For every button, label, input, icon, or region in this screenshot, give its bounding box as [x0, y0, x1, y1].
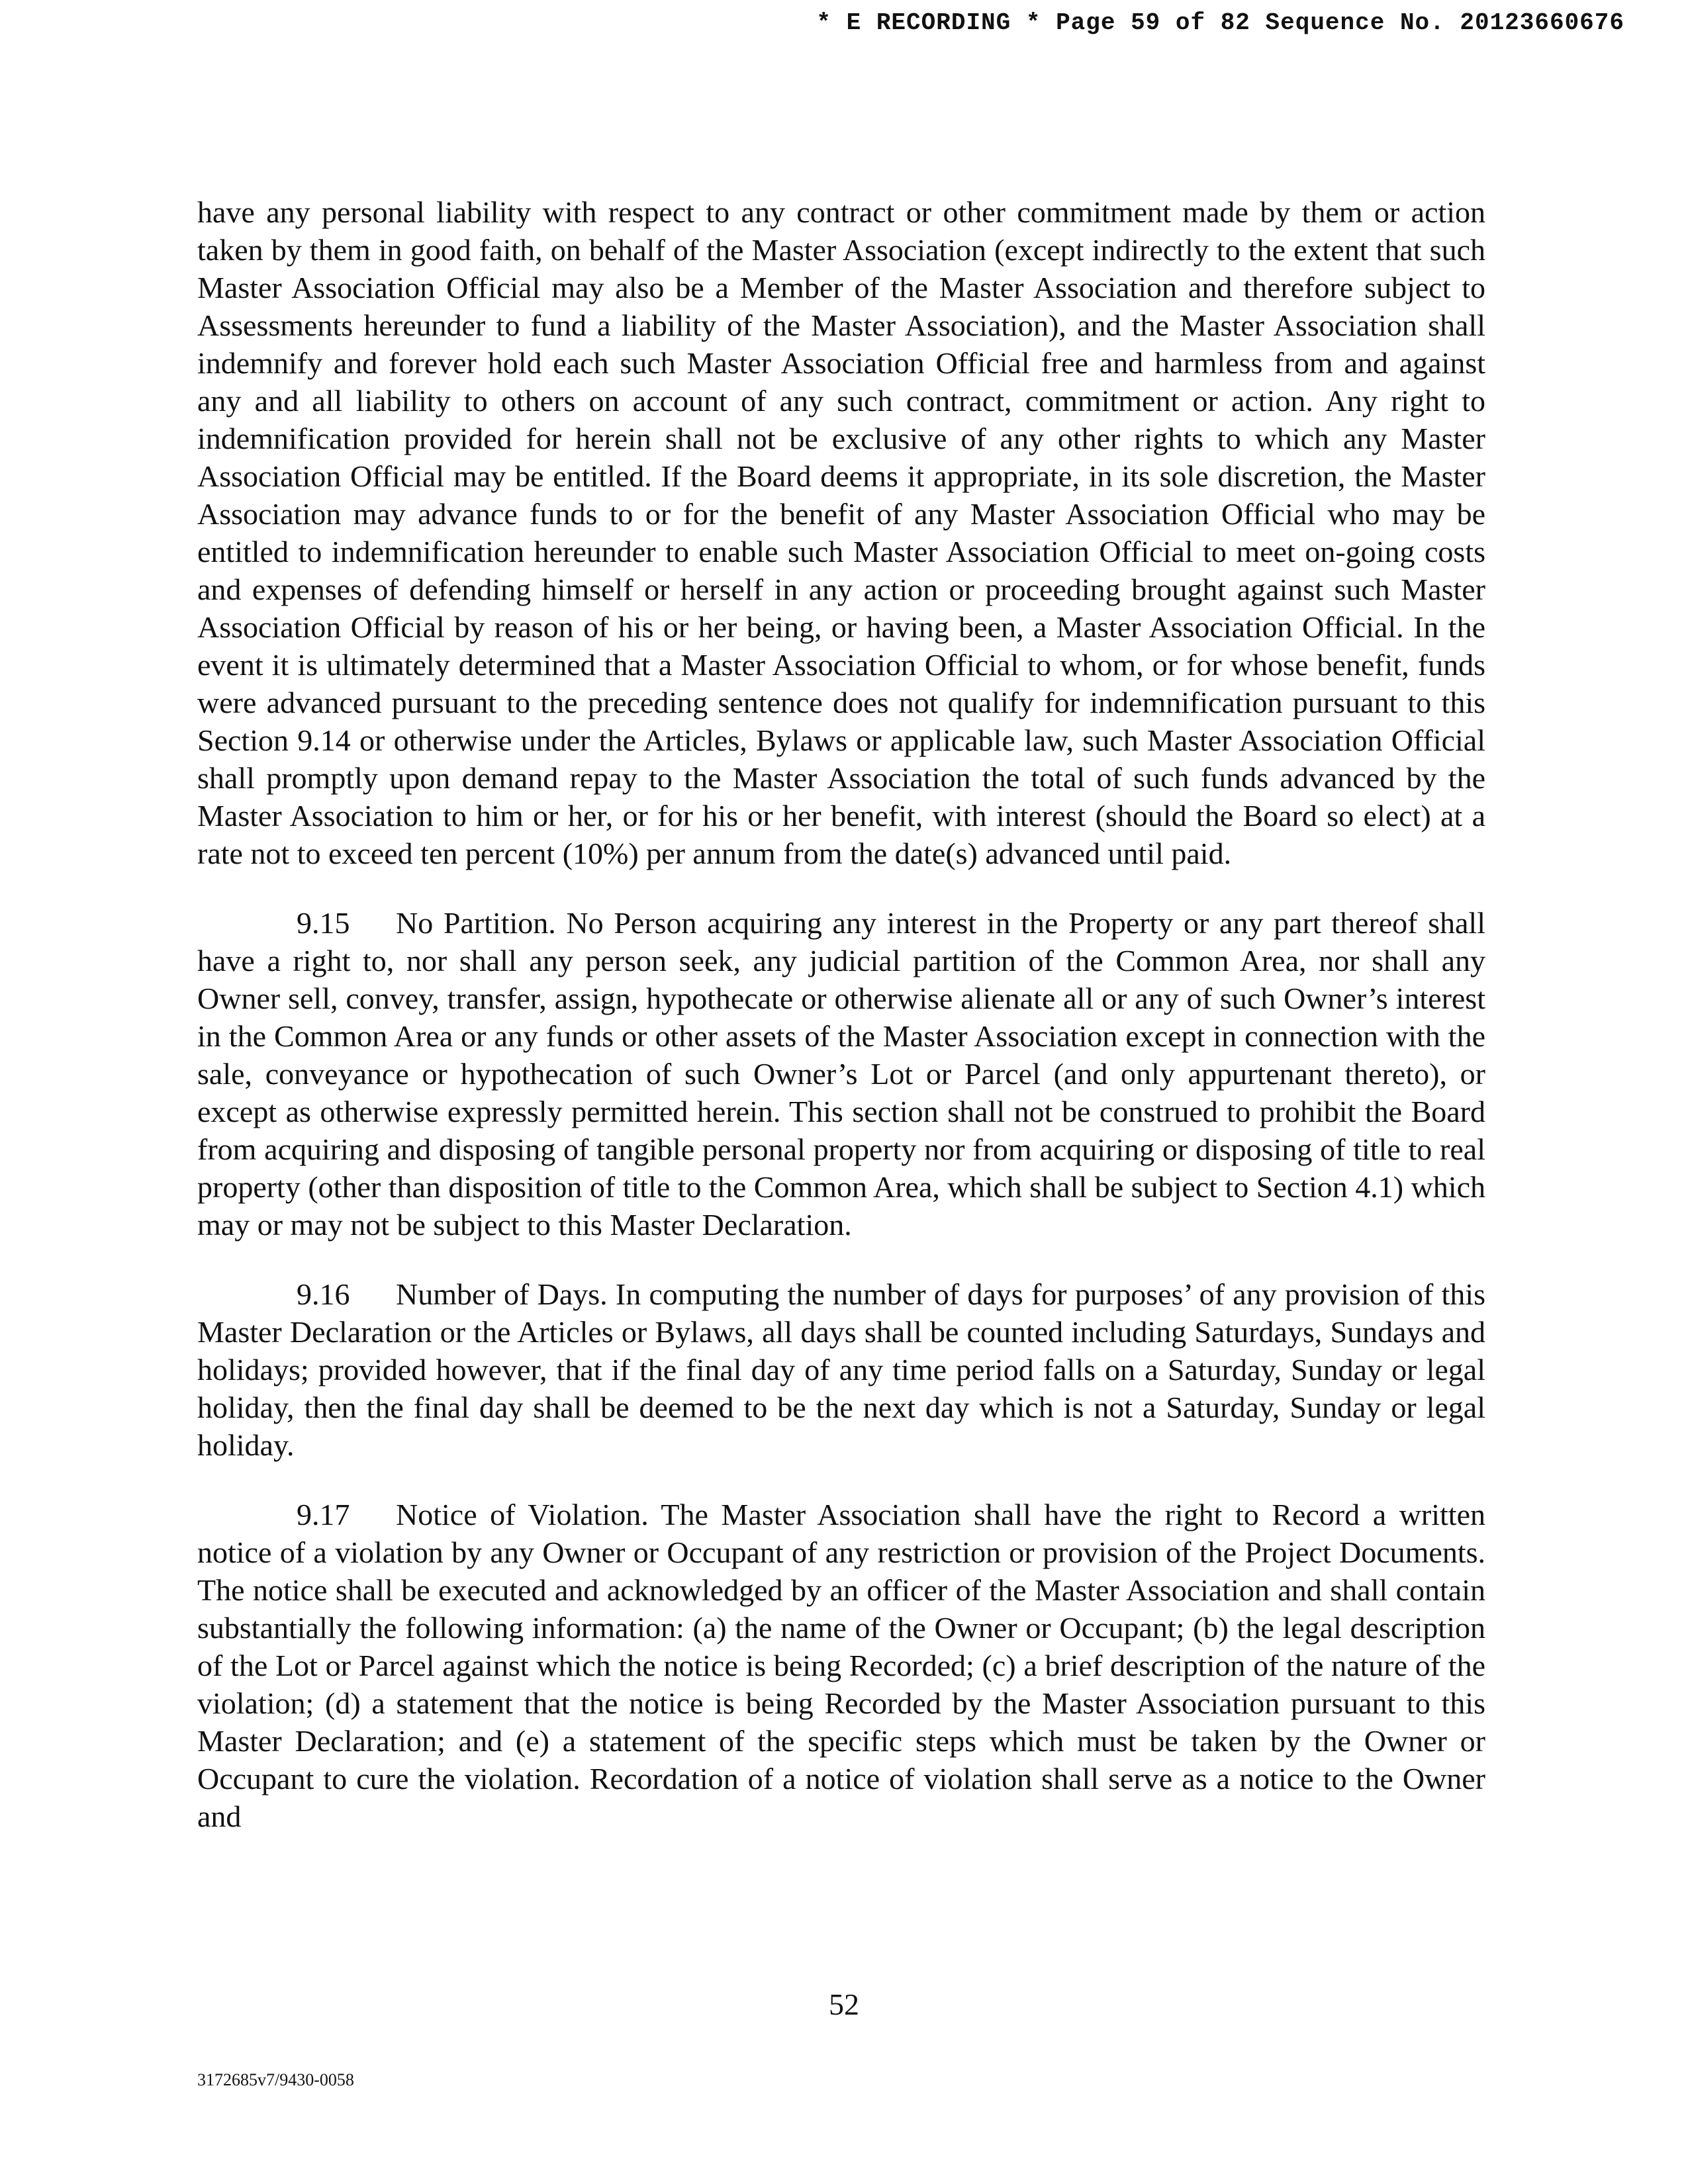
document-id: 3172685v7/9430-0058	[197, 2070, 354, 2089]
section-9-15	[197, 904, 1485, 1244]
section-9-17	[197, 1496, 1485, 1835]
document-body	[197, 193, 1485, 1867]
section-text: Notice of Violation. The Master Association shall have the right to Record a written notice of a violation by any Owner or Occupant of any restriction or provision of the Project Documents. The notice shall be executed and acknowledged by an officer of the Master Association and shall contain substantially the following information: (a) the name of the Owner or Occupant; (b) the legal description of the Lot or Parcel against which the notice is being Recorded; (c) a brief description of the nature of the violation; (d) a statement that the notice is being Recorded by the Master Association pursuant to this Master Declaration; and (e) a statement of the specific steps which must be taken by the Owner or Occupant to cure the violation. Recordation of a notice of violation shall serve as a notice to the Owner and	[197, 1498, 1485, 1833]
continuation-paragraph: have any personal liability with respect to any contract or other commitment made by them or action taken by them in good faith, on behalf of the Master Association (except indirectly to the extent that such Master Association Official may also be a Member of the Master Association and therefore subject to Assessments hereunder to fund a liability of the Master Association), and the Master Association shall indemnify and forever hold each such Master Association Official free and harmless from and against any and all liability to others on account of any such contract, commitment or action. Any right to indemnification provided for herein shall not be exclusive of any other rights to which any Master Association Official may be entitled. If the Board deems it appropriate, in its sole discretion, the Master Association may advance funds to or for the benefit of any Master Association Official who may be entitled to indemnification hereunder to enable such Master Association Official to meet on-going costs and expenses of defending himself or herself in any action or proceeding brought against such Master Association Official by reason of his or her being, or having been, a Master Association Official. In the event it is ultimately determined that a Master Association Official to whom, or for whose benefit, funds were advanced pursuant to the preceding sentence does not qualify for indemnification pursuant to this Section 9.14 or otherwise under the Articles, Bylaws or applicable law, such Master Association Official shall promptly upon demand repay to the Master Association the total of such funds advanced by the Master Association to him or her, or for his or her benefit, with interest (should the Board so elect) at a rate not to exceed ten percent (10%) per annum from the date(s) advanced until paid.	[197, 195, 1485, 870]
recording-header: * E RECORDING * Page 59 of 82 Sequence No. 20123660676	[816, 9, 1624, 36]
section-text: No Partition. No Person acquiring any interest in the Property or any part thereof shall have a right to, nor shall any person seek, any judicial partition of the Common Area, nor shall any Owner sell, convey, transfer, assign, hypothecate or otherwise alienate all or any of such Owner’s interest in the Common Area or any funds or other assets of the Master Association except in connection with the sale, conveyance or hypothecation of such Owner’s Lot or Parcel (and only appurtenant thereto), or except as otherwise expressly permitted herein. This section shall not be construed to prohibit the Board from acquiring and disposing of tangible personal property nor from acquiring or disposing of title to real property (other than disposition of title to the Common Area, which shall be subject to Section 4.1) which may or may not be subject to this Master Declaration.	[197, 906, 1485, 1242]
page-number: 52	[829, 1987, 859, 2021]
section-text: Number of Days. In computing the number of days for purposes’ of any provision of this Master Declaration or the Articles or Bylaws, all days shall be counted including Saturdays, Sundays and holidays; provided however, that if the final day of any time period falls on a Saturday, Sunday or legal holiday, then the final day shall be deemed to be the next day which is not a Saturday, Sunday or legal holiday.	[197, 1277, 1485, 1462]
section-9-16	[197, 1275, 1485, 1464]
section-number: 9.17	[297, 1498, 350, 1531]
section-number: 9.15	[297, 906, 350, 940]
section-number: 9.16	[297, 1277, 350, 1311]
